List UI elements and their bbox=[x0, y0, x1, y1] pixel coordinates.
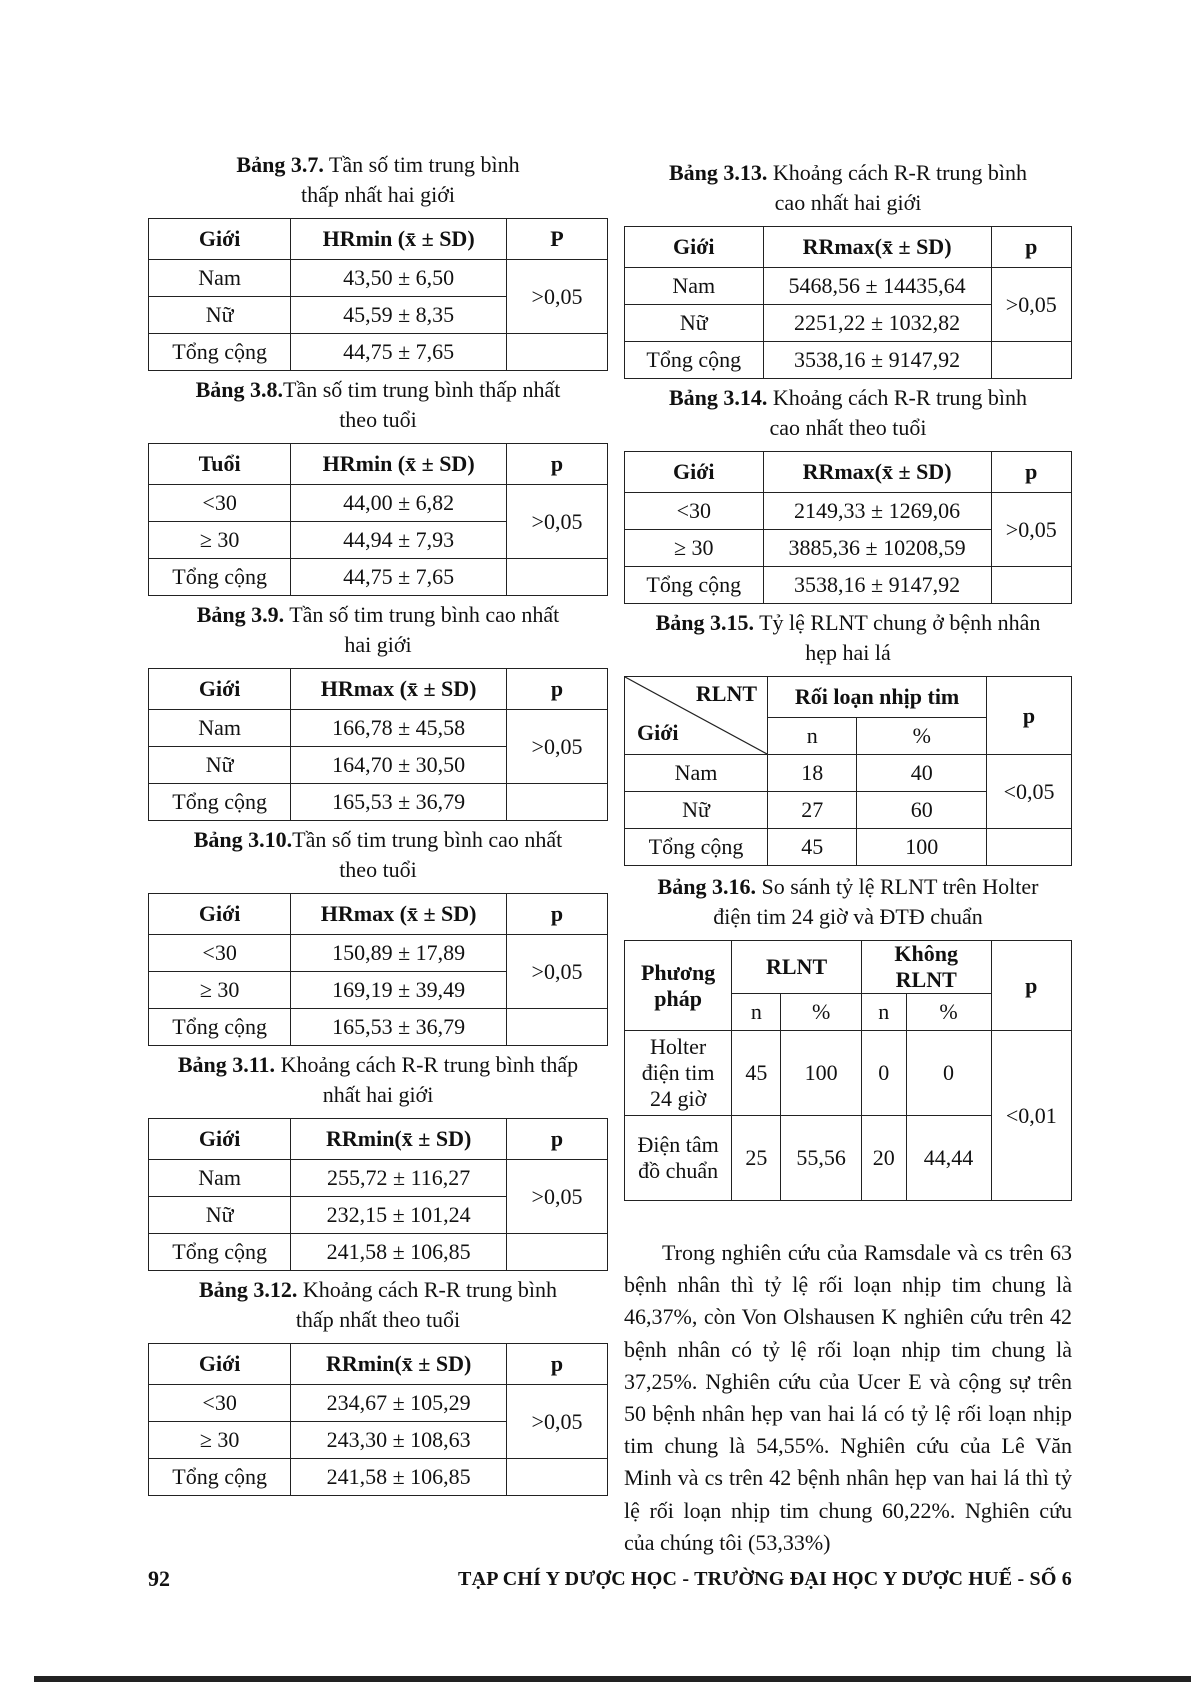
caption-number: Bảng 3.12. bbox=[198, 1277, 298, 1302]
caption-text: Khoảng cách R-R trung bình thấp bbox=[275, 1052, 579, 1077]
column-header: p bbox=[987, 677, 1072, 755]
table-row bbox=[149, 1160, 608, 1197]
table-caption bbox=[624, 158, 1072, 218]
table-caption bbox=[148, 600, 608, 660]
table-cell: 60 bbox=[857, 792, 987, 829]
table-cell: <30 bbox=[149, 935, 291, 972]
table-row bbox=[149, 1459, 608, 1496]
table-cell: 43,50 ± 6,50 bbox=[291, 260, 507, 297]
table-cell: 243,30 ± 108,63 bbox=[291, 1422, 507, 1459]
table-cell bbox=[507, 784, 608, 821]
column-header: p bbox=[991, 941, 1071, 1031]
table-caption bbox=[624, 383, 1072, 443]
table-cell: 40 bbox=[857, 755, 987, 792]
table-cell: Nữ bbox=[625, 305, 764, 342]
column-header: Rối loạn nhịp tim bbox=[768, 677, 987, 718]
table-cell: 45 bbox=[768, 829, 857, 866]
table-cell: 241,58 ± 106,85 bbox=[291, 1459, 507, 1496]
caption-text: Tần số tim trung bình thấp nhất bbox=[283, 377, 561, 402]
table-cell: <30 bbox=[149, 1385, 291, 1422]
table-cell: 44,94 ± 7,93 bbox=[291, 522, 507, 559]
table-cell: 169,19 ± 39,49 bbox=[291, 972, 507, 1009]
table-cell bbox=[507, 1459, 608, 1496]
column-header: Phương pháp bbox=[625, 941, 732, 1031]
page-footer bbox=[148, 1566, 1072, 1600]
sub-header: % bbox=[906, 994, 991, 1031]
table-row bbox=[625, 342, 1072, 379]
column-header: p bbox=[507, 1119, 608, 1160]
left-tables bbox=[148, 150, 608, 1496]
column-header: RRmin(x̄ ± SD) bbox=[291, 1119, 507, 1160]
table-cell: 44,00 ± 6,82 bbox=[291, 485, 507, 522]
table-cell: Tổng cộng bbox=[149, 784, 291, 821]
table-caption bbox=[148, 1050, 608, 1110]
table-cell: <30 bbox=[625, 493, 764, 530]
table-row bbox=[625, 755, 1072, 792]
table-cell: 234,67 ± 105,29 bbox=[291, 1385, 507, 1422]
sub-header: n bbox=[861, 994, 906, 1031]
table-caption bbox=[624, 872, 1072, 932]
table-cell: 150,89 ± 17,89 bbox=[291, 935, 507, 972]
table-cell: ≥ 30 bbox=[149, 1422, 291, 1459]
table-cell: 165,53 ± 36,79 bbox=[291, 1009, 507, 1046]
data-table bbox=[148, 218, 608, 371]
table-cell: Điện tâm đồ chuẩn bbox=[625, 1116, 732, 1201]
table-cell bbox=[991, 342, 1071, 379]
table-cell: 44,75 ± 7,65 bbox=[291, 559, 507, 596]
table-cell: 44,75 ± 7,65 bbox=[291, 334, 507, 371]
p-value-cell: >0,05 bbox=[507, 710, 608, 784]
table-cell: Tổng cộng bbox=[149, 1009, 291, 1046]
caption-number: Bảng 3.15. bbox=[655, 610, 755, 635]
table-cell: 20 bbox=[861, 1116, 906, 1201]
p-value-cell: >0,05 bbox=[507, 935, 608, 1009]
table-cell: Nam bbox=[625, 268, 764, 305]
table-cell: Tổng cộng bbox=[625, 342, 764, 379]
left-column bbox=[148, 150, 608, 1500]
journal-name: TẠP CHÍ Y DƯỢC HỌC - TRƯỜNG ĐẠI HỌC Y DƯỢC HUẾ - SỐ 6 bbox=[458, 1568, 1072, 1590]
table-cell: Tổng cộng bbox=[149, 1459, 291, 1496]
table-cell: 2251,22 ± 1032,82 bbox=[763, 305, 991, 342]
caption-number: Bảng 3.8. bbox=[195, 377, 283, 402]
caption-text: So sánh tỷ lệ RLNT trên Holter bbox=[755, 874, 1039, 899]
column-header: P bbox=[507, 219, 608, 260]
table-row bbox=[149, 935, 608, 972]
table-cell: 44,44 bbox=[906, 1116, 991, 1201]
caption-text-line2: nhất hai giới bbox=[322, 1082, 434, 1107]
bottom-rule bbox=[34, 1676, 1191, 1682]
column-header: Tuổi bbox=[149, 444, 291, 485]
table-cell: 18 bbox=[768, 755, 857, 792]
table-cell bbox=[507, 1009, 608, 1046]
caption-text: Tần số tim trung bình cao nhất bbox=[284, 602, 560, 627]
table-cell: ≥ 30 bbox=[149, 972, 291, 1009]
table-row bbox=[149, 485, 608, 522]
caption-text-line2: theo tuổi bbox=[339, 407, 417, 432]
table-cell: Nam bbox=[149, 710, 291, 747]
caption-text: Khoảng cách R-R trung bình bbox=[767, 385, 1028, 410]
caption-number: Bảng 3.16. bbox=[657, 874, 756, 899]
table-cell bbox=[507, 334, 608, 371]
table-cell: 0 bbox=[906, 1031, 991, 1116]
table-cell: Nam bbox=[149, 1160, 291, 1197]
p-value-cell: <0,01 bbox=[991, 1031, 1071, 1201]
table-row bbox=[625, 567, 1072, 604]
column-header: Giới bbox=[149, 1119, 291, 1160]
table-cell: Nữ bbox=[149, 1197, 291, 1234]
column-header: RRmin(x̄ ± SD) bbox=[291, 1344, 507, 1385]
caption-text-line2: cao nhất hai giới bbox=[774, 190, 922, 215]
table-row bbox=[625, 829, 1072, 866]
caption-number: Bảng 3.14. bbox=[668, 385, 768, 410]
table-cell: 100 bbox=[857, 829, 987, 866]
table-cell: <30 bbox=[149, 485, 291, 522]
table-caption bbox=[148, 375, 608, 435]
table-cell: 27 bbox=[768, 792, 857, 829]
table-row bbox=[625, 493, 1072, 530]
table-cell bbox=[507, 559, 608, 596]
sub-header: % bbox=[781, 994, 861, 1031]
table-cell: Nữ bbox=[149, 297, 291, 334]
column-header: p bbox=[507, 894, 608, 935]
table-row bbox=[149, 784, 608, 821]
sub-header: n bbox=[768, 718, 857, 755]
caption-number: Bảng 3.7. bbox=[236, 152, 324, 177]
table-cell: 55,56 bbox=[781, 1116, 861, 1201]
column-header: RLNT bbox=[732, 941, 862, 994]
table-row bbox=[149, 1234, 608, 1271]
p-value-cell: >0,05 bbox=[507, 485, 608, 559]
column-header: p bbox=[991, 452, 1071, 493]
table-caption bbox=[148, 825, 608, 885]
sub-header: % bbox=[857, 718, 987, 755]
table-cell: Tổng cộng bbox=[625, 567, 764, 604]
paragraph-text: Trong nghiên cứu của Ramsdale và cs trên 63 bệnh nhân thì tỷ lệ rối loạn nhịp tim chung là 46,37%, còn Von Olshausen K nghiên cứu trên 42 bệnh nhân có tỷ lệ rối loạn nhịp tim chung là 37,25%. Nghiên cứu của Ucer E và cộng sự trên 50 bệnh nhân hẹp van hai lá có tỷ lệ rối loạn nhịp tim chung là 54,55%. Nghiên cứu của Lê Văn Minh và cs trên 42 bệnh nhân hẹp van hai lá thì tỷ lệ rối loạn nhịp tim chung 60,22%. Nghiên cứu của chúng tôi (53,33%) bbox=[624, 1240, 1072, 1555]
column-header: HRmin (x̄ ± SD) bbox=[291, 219, 507, 260]
column-header: p bbox=[507, 1344, 608, 1385]
caption-text-line2: cao nhất theo tuổi bbox=[769, 415, 927, 440]
diagonal-header-cell bbox=[625, 677, 768, 755]
caption-number: Bảng 3.10. bbox=[193, 827, 293, 852]
caption-text-line2: điện tim 24 giờ và ĐTĐ chuẩn bbox=[713, 904, 983, 929]
p-value-cell: >0,05 bbox=[507, 1385, 608, 1459]
data-table bbox=[148, 1343, 608, 1496]
p-value-cell: >0,05 bbox=[991, 493, 1071, 567]
table-cell: Tổng cộng bbox=[149, 559, 291, 596]
column-header: Giới bbox=[625, 452, 764, 493]
data-table bbox=[148, 893, 608, 1046]
table-cell: 0 bbox=[861, 1031, 906, 1116]
body-paragraph bbox=[624, 1237, 1072, 1559]
caption-text-line2: theo tuổi bbox=[339, 857, 417, 882]
table-cell bbox=[987, 829, 1072, 866]
table-cell: 3538,16 ± 9147,92 bbox=[763, 342, 991, 379]
right-column bbox=[624, 158, 1072, 1205]
caption-text-line2: hai giới bbox=[344, 632, 412, 657]
column-header: Giới bbox=[625, 227, 764, 268]
table-caption bbox=[624, 608, 1072, 668]
column-header: HRmin (x̄ ± SD) bbox=[291, 444, 507, 485]
table-3-15 bbox=[624, 676, 1072, 866]
table-cell: ≥ 30 bbox=[625, 530, 764, 567]
column-header: Giới bbox=[149, 894, 291, 935]
table-cell: 100 bbox=[781, 1031, 861, 1116]
table-cell: 45,59 ± 8,35 bbox=[291, 297, 507, 334]
table-cell: Holter điện tim 24 giờ bbox=[625, 1031, 732, 1116]
caption-number: Bảng 3.13. bbox=[668, 160, 768, 185]
column-header: RRmax(x̄ ± SD) bbox=[763, 452, 991, 493]
table-cell: 164,70 ± 30,50 bbox=[291, 747, 507, 784]
table-row bbox=[149, 559, 608, 596]
table-cell: Tổng cộng bbox=[149, 334, 291, 371]
column-header: p bbox=[507, 444, 608, 485]
caption-text: Tần số tim trung bình bbox=[323, 152, 520, 177]
table-cell: 2149,33 ± 1269,06 bbox=[763, 493, 991, 530]
table-cell: 255,72 ± 116,27 bbox=[291, 1160, 507, 1197]
table-row bbox=[149, 1009, 608, 1046]
column-header: p bbox=[507, 669, 608, 710]
table-cell: 3885,36 ± 10208,59 bbox=[763, 530, 991, 567]
caption-text: Tỷ lệ RLNT chung ở bệnh nhân bbox=[754, 610, 1041, 635]
data-table bbox=[148, 1118, 608, 1271]
p-value-cell: >0,05 bbox=[507, 260, 608, 334]
table-cell: 5468,56 ± 14435,64 bbox=[763, 268, 991, 305]
p-value-cell: <0,05 bbox=[987, 755, 1072, 829]
column-header: Giới bbox=[149, 219, 291, 260]
right-tables bbox=[624, 158, 1072, 604]
table-row bbox=[149, 710, 608, 747]
table-3-16 bbox=[624, 940, 1072, 1201]
data-table bbox=[148, 443, 608, 596]
table-cell: Nam bbox=[625, 755, 768, 792]
caption-text-line2: hẹp hai lá bbox=[805, 640, 891, 665]
caption-text: Khoảng cách R-R trung bình bbox=[297, 1277, 558, 1302]
column-header: HRmax (x̄ ± SD) bbox=[291, 894, 507, 935]
table-row bbox=[149, 260, 608, 297]
caption-text: Tần số tim trung bình cao nhất bbox=[292, 827, 563, 852]
table-caption bbox=[148, 150, 608, 210]
p-value-cell: >0,05 bbox=[507, 1160, 608, 1234]
table-cell: ≥ 30 bbox=[149, 522, 291, 559]
table-cell bbox=[507, 1234, 608, 1271]
table-cell: 3538,16 ± 9147,92 bbox=[763, 567, 991, 604]
corner-label-bottom: Giới bbox=[637, 720, 679, 745]
table-cell: Nam bbox=[149, 260, 291, 297]
data-table bbox=[624, 451, 1072, 604]
corner-label-top: RLNT bbox=[695, 681, 758, 706]
caption-number: Bảng 3.9. bbox=[196, 602, 285, 627]
table-cell: Tổng cộng bbox=[625, 829, 768, 866]
table-cell: 25 bbox=[732, 1116, 781, 1201]
column-header: Giới bbox=[149, 1344, 291, 1385]
data-table bbox=[624, 226, 1072, 379]
table-cell: 165,53 ± 36,79 bbox=[291, 784, 507, 821]
table-row bbox=[149, 1385, 608, 1422]
page-number: 92 bbox=[148, 1566, 170, 1591]
column-header: HRmax (x̄ ± SD) bbox=[291, 669, 507, 710]
caption-number: Bảng 3.11. bbox=[177, 1052, 276, 1077]
data-table bbox=[148, 668, 608, 821]
table-row bbox=[625, 1031, 1072, 1116]
table-cell: 232,15 ± 101,24 bbox=[291, 1197, 507, 1234]
table-caption bbox=[148, 1275, 608, 1335]
table-cell: Nữ bbox=[149, 747, 291, 784]
table-cell: Tổng cộng bbox=[149, 1234, 291, 1271]
caption-text-line2: thấp nhất theo tuổi bbox=[295, 1307, 461, 1332]
column-header: p bbox=[991, 227, 1071, 268]
table-cell: 166,78 ± 45,58 bbox=[291, 710, 507, 747]
caption-text: Khoảng cách R-R trung bình bbox=[767, 160, 1028, 185]
column-header: Không RLNT bbox=[861, 941, 991, 994]
table-cell: Nữ bbox=[625, 792, 768, 829]
caption-text-line2: thấp nhất hai giới bbox=[301, 182, 455, 207]
table-row bbox=[625, 268, 1072, 305]
table-cell: 241,58 ± 106,85 bbox=[291, 1234, 507, 1271]
table-row bbox=[149, 334, 608, 371]
sub-header: n bbox=[732, 994, 781, 1031]
table-cell: 45 bbox=[732, 1031, 781, 1116]
p-value-cell: >0,05 bbox=[991, 268, 1071, 342]
column-header: RRmax(x̄ ± SD) bbox=[763, 227, 991, 268]
table-cell bbox=[991, 567, 1071, 604]
column-header: Giới bbox=[149, 669, 291, 710]
